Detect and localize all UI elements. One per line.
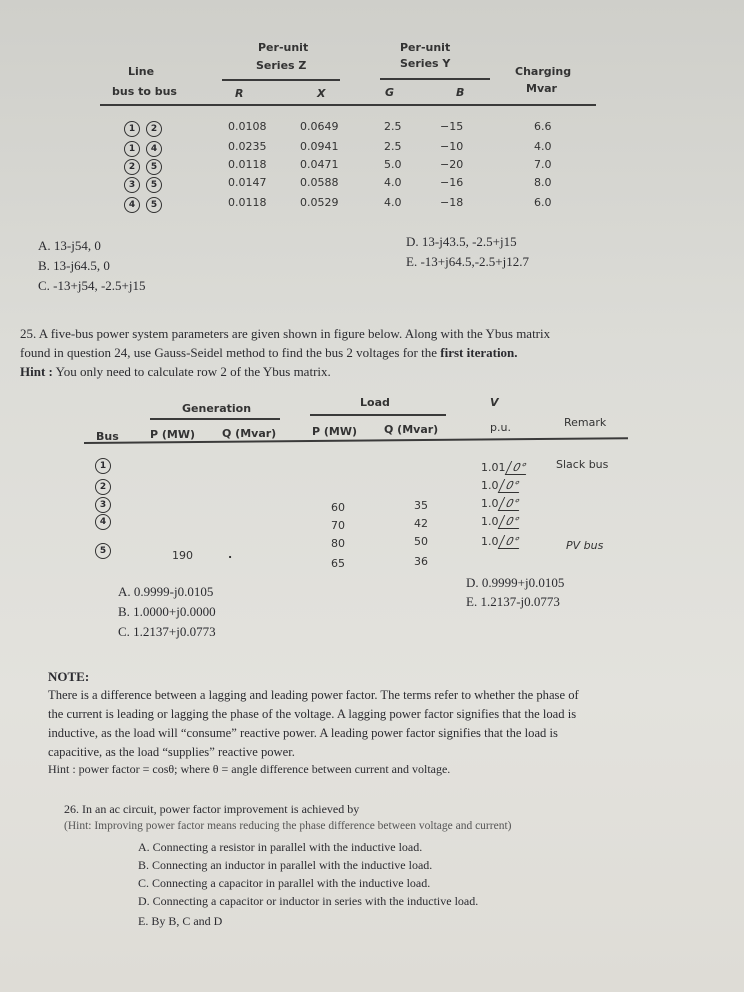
line-x-value: 0.0529	[300, 196, 339, 209]
note-title: NOTE:	[48, 669, 90, 684]
g-header: G	[385, 86, 395, 99]
bus-number-circle: 3	[124, 177, 140, 193]
line-charging-value: 6.0	[534, 196, 552, 209]
bus-number-circle: 1	[124, 121, 140, 137]
bus-header: Bus	[96, 430, 119, 443]
bus-to-bus-header: bus to bus	[112, 85, 177, 98]
series-z-underline	[222, 79, 340, 81]
pu-header: p.u.	[490, 421, 511, 434]
voltage-phasor	[481, 461, 528, 475]
q25-text-line2-regular: found in question 24, use Gauss-Seidel method to find the bus 2 voltages for the	[20, 345, 441, 360]
gen-p-header: P (MW)	[150, 428, 196, 441]
generation-underline	[150, 418, 280, 420]
note-line2: the current is leading or lagging the phase of the voltage. A lagging power factor signifies that the load is	[48, 707, 577, 721]
voltage-phasor	[481, 479, 521, 493]
line-g-value: 4.0	[384, 196, 402, 209]
line-x-value: 0.0588	[300, 176, 339, 189]
stray-dot: .	[228, 548, 233, 561]
q24-option-b[interactable]: B. 13-j64.5, 0	[38, 258, 110, 273]
q26-option-e[interactable]: E. By B, C and D	[138, 914, 223, 928]
load-q-value: 36	[414, 555, 428, 568]
bus-number-circle: 2	[146, 121, 162, 137]
v-header: V	[490, 396, 499, 409]
q25-option-e[interactable]: E. 1.2137-j0.0773	[466, 594, 560, 609]
line-b-value: −18	[440, 196, 464, 209]
line-r-value: 0.0118	[228, 158, 267, 171]
line-g-value: 5.0	[384, 158, 402, 171]
q25-option-c[interactable]: C. 1.2137+j0.0773	[118, 624, 216, 639]
bus-number-circle: 5	[146, 159, 162, 175]
bus-number-circle: 4	[124, 197, 140, 213]
series-z-header-line1: Per-unit	[258, 41, 309, 54]
q25-option-a[interactable]: A. 0.9999-j0.0105	[118, 584, 214, 599]
remark-header: Remark	[564, 416, 607, 429]
line-r-value: 0.0235	[228, 140, 267, 153]
r-header: R	[235, 87, 244, 100]
load-p-header: P (MW)	[312, 425, 358, 438]
voltage-phasor	[481, 535, 521, 549]
voltage-angle: 0°	[504, 461, 531, 475]
line-x-value: 0.0471	[300, 158, 339, 171]
line-charging-value: 6.6	[534, 120, 552, 133]
line-charging-value: 8.0	[534, 176, 552, 189]
bus-number-circle: 3	[95, 497, 111, 513]
line-b-value: −10	[440, 140, 464, 153]
line-bus-pair	[124, 194, 168, 213]
series-y-header-line1: Per-unit	[400, 41, 451, 54]
generation-header: Generation	[182, 402, 252, 415]
bus-number-circle: 4	[146, 141, 162, 157]
q26-option-a[interactable]: A. Connecting a resistor in parallel with the inductive load.	[138, 840, 423, 854]
bus-number-circle: 5	[95, 543, 111, 559]
series-z-header-line2: Series Z	[256, 59, 307, 72]
voltage-angle: 0°	[497, 479, 524, 493]
line-bus-pair	[124, 118, 168, 137]
note-line3: inductive, as the load will “consume” reactive power. A leading power factor signifies that the load is	[48, 726, 558, 740]
voltage-angle: 0°	[497, 535, 524, 549]
bus-number-circle: 1	[124, 141, 140, 157]
note-line4: capacitive, as the load “supplies” reactive power.	[48, 745, 295, 759]
load-q-value: 35	[414, 499, 428, 512]
voltage-angle: 0°	[497, 515, 524, 529]
q26-option-d[interactable]: D. Connecting a capacitor or inductor in series with the inductive load.	[138, 894, 479, 908]
q25-text-line2	[20, 345, 518, 361]
load-underline	[310, 414, 446, 416]
q24-option-a[interactable]: A. 13-j54, 0	[38, 238, 101, 253]
line-bus-pair	[124, 174, 168, 193]
line-r-value: 0.0147	[228, 176, 267, 189]
line-charging-value: 4.0	[534, 140, 552, 153]
charging-header-line2: Mvar	[526, 82, 557, 95]
q26-option-b[interactable]: B. Connecting an inductor in parallel with the inductive load.	[138, 858, 433, 872]
q24-option-d[interactable]: D. 13-j43.5, -2.5+j15	[406, 234, 517, 249]
load-q-value: 50	[414, 535, 428, 548]
gen-q-header: Q (Mvar)	[222, 427, 277, 440]
series-y-underline	[380, 78, 490, 80]
voltage-angle: 0°	[497, 497, 524, 511]
b-header: B	[456, 86, 465, 99]
q25-option-b[interactable]: B. 1.0000+j0.0000	[118, 604, 216, 619]
voltage-magnitude: 1.0	[481, 479, 499, 492]
series-y-header-line2: Series Y	[400, 57, 451, 70]
line-b-value: −16	[440, 176, 464, 189]
line-charging-value: 7.0	[534, 158, 552, 171]
bus-remark: PV bus	[566, 539, 604, 552]
voltage-magnitude: 1.0	[481, 535, 499, 548]
q26-question: 26. In an ac circuit, power factor improvement is achieved by	[64, 802, 360, 816]
q25-text-line1: 25. A five-bus power system parameters are given shown in figure below. Along with the Ybus matrix	[20, 326, 551, 341]
charging-header-line1: Charging	[515, 65, 572, 78]
q25-hint-label: Hint :	[20, 364, 53, 379]
bus-number-circle: 1	[95, 458, 111, 474]
q25-option-d[interactable]: D. 0.9999+j0.0105	[466, 575, 565, 590]
q25-text-line2-bold: first iteration.	[440, 345, 518, 360]
q24-option-c[interactable]: C. -13+j54, -2.5+j15	[38, 278, 146, 293]
line-b-value: −20	[440, 158, 464, 171]
bus-number-circle: 5	[146, 177, 162, 193]
bus-remark: Slack bus	[556, 458, 609, 471]
x-header: X	[317, 87, 326, 100]
voltage-magnitude: 1.01	[481, 461, 506, 474]
line-table-header-rule	[100, 104, 596, 106]
bus-number-circle: 4	[95, 514, 111, 530]
line-bus-pair	[124, 138, 168, 157]
voltage-phasor	[481, 497, 521, 511]
load-q-value: 42	[414, 517, 428, 530]
line-b-value: −15	[440, 120, 464, 133]
bus-number-circle: 2	[95, 479, 111, 495]
bus-number-circle: 5	[146, 197, 162, 213]
line-r-value: 0.0108	[228, 120, 267, 133]
line-x-value: 0.0649	[300, 120, 339, 133]
bus-number-circle: 2	[124, 159, 140, 175]
q25-hint	[20, 364, 331, 380]
load-q-header: Q (Mvar)	[384, 423, 439, 436]
line-r-value: 0.0118	[228, 196, 267, 209]
voltage-phasor	[481, 515, 521, 529]
q26-option-c[interactable]: C. Connecting a capacitor in parallel with the inductive load.	[138, 876, 431, 890]
q24-option-e[interactable]: E. -13+j64.5,-2.5+j12.7	[406, 254, 529, 269]
note-hint: Hint : power factor = cosθ; where θ = angle difference between current and voltage.	[48, 762, 451, 776]
gen-p-value: 190	[172, 549, 193, 562]
line-header: Line	[128, 65, 155, 78]
voltage-magnitude: 1.0	[481, 497, 499, 510]
line-x-value: 0.0941	[300, 140, 339, 153]
q26-hint: (Hint: Improving power factor means reducing the phase difference between voltage and current)	[64, 820, 512, 832]
note-line1: There is a difference between a lagging and leading power factor. The terms refer to whether the phase of	[48, 688, 579, 702]
line-g-value: 2.5	[384, 120, 402, 133]
load-header: Load	[360, 396, 390, 409]
load-p-value: 70	[331, 519, 345, 532]
line-g-value: 4.0	[384, 176, 402, 189]
voltage-magnitude: 1.0	[481, 515, 499, 528]
load-p-value: 65	[331, 557, 345, 570]
line-bus-pair	[124, 156, 168, 175]
load-p-value: 60	[331, 501, 345, 514]
load-p-value: 80	[331, 537, 345, 550]
line-g-value: 2.5	[384, 140, 402, 153]
q25-hint-text: You only need to calculate row 2 of the Ybus matrix.	[52, 364, 331, 379]
